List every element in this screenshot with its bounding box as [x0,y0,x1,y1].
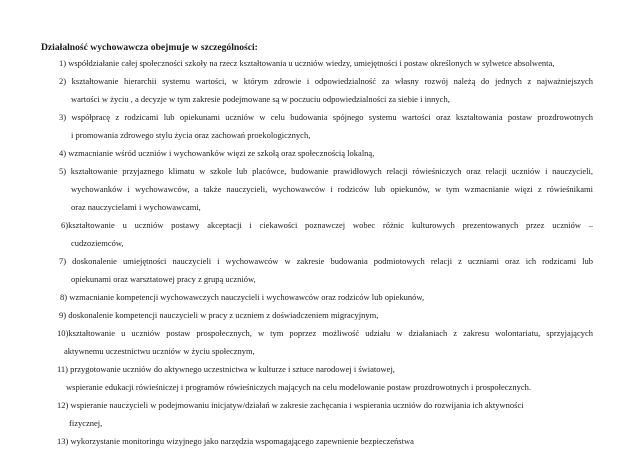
list-item-13-line-1: 13) wykorzystanie monitoringu wizyjnego jako narzędzia wspomagającego zapewnienie bezpieczeństwa [57,436,414,446]
list-item-12-line-1: 12) wspieranie nauczycieli w podejmowaniu inicjatyw/działań w zakresie zachęcania i wspierania uczniów do rozwijania ich aktywności [57,400,524,410]
list-item-2-line-2: wartości w życiu , a decyzje w tym zakresie podejmowane są w poczuciu odpowiedzialności za siebie i innych, [71,94,450,104]
list-item-5-line-3: oraz nauczycielami i wychowawcami, [71,202,201,212]
document-heading: Działalność wychowawcza obejmuje w szczególności: [41,42,258,53]
list-item-5-line-1: 5) kształtowanie przyjaznego klimatu w szkole lub placówce, budowanie prawidłowych relacji rówieśniczych oraz relacji uczniów i nauczycieli, [59,166,593,176]
list-item-7-line-2: opiekunami oraz warsztatowej pracy z grupą uczniów, [71,274,256,284]
list-item-4-line-1: 4) wzmacnianie wśród uczniów i wychowanków więzi ze szkołą oraz społecznością lokalną, [59,148,375,158]
list-item-12-line-2: fizycznej, [69,418,103,428]
list-item-3-line-2: i promowania zdrowego stylu życia oraz zachowań proekologicznych, [71,130,311,140]
list-item-6-line-2: cudzoziemców, [71,238,124,248]
list-item-6-line-1: 6)kształtowanie u uczniów postawy akceptacji i ciekawości poznawczej wobec różnic kulturowych prezentowanych przez uczniów – [61,220,593,230]
list-item-8-line-1: 8) wzmacnianie kompetencji wychowawczych nauczycieli i wychowawców oraz rodziców lub opiekunów, [60,292,425,302]
list-item-10-line-2: aktywnemu uczestnictwu uczniów w życiu społecznym, [64,346,255,356]
list-item-9-line-1: 9) doskonalenie kompetencji nauczycieli w pracy z uczniem z doświadczeniem migracyjnym, [59,310,379,320]
list-item-1-line-1: 1) współdziałanie całej społeczności szkoły na rzecz kształtowania u uczniów wiedzy, umiejętności i postaw określonych w sylwetce absolwenta, [59,58,555,68]
list-item-11-line-1: 11) przygotowanie uczniów do aktywnego uczestnictwa w kulturze i sztuce narodowej i światowej, [57,364,395,374]
list-item-5-line-2: wychowanków i wychowawców, a także nauczycieli, wychowawców i rodziców lub opiekunów, w tym wzmacnianie więzi z rówieśnikami [71,184,593,194]
list-item-11-line-2: wspieranie edukacji rówieśniczej i programów rówieśniczych mających na celu modelowanie postaw prozdrowotnych i prospołecznych. [66,382,531,392]
list-item-7-line-1: 7) doskonalenie umiejętności nauczycieli i wychowawców w zakresie budowania podmiotowych relacji z uczniami oraz ich rodzicami lub [59,256,593,266]
list-item-10-line-1: 10)kształtowanie u uczniów postaw prospołecznych, w tym poprzez możliwość udziału w działaniach z zakresu wolontariatu, sprzyjających [57,328,593,338]
list-item-3-line-1: 3) współpracę z rodzicami lub opiekunami uczniów w celu budowania spójnego systemu wartości oraz kształtowania postaw prozdrowotnych [59,112,593,122]
list-item-2-line-1: 2) kształtowanie hierarchii systemu wartości, w którym zdrowie i odpowiedzialność za własny rozwój należą do jednych z najważniejszych [59,76,593,86]
